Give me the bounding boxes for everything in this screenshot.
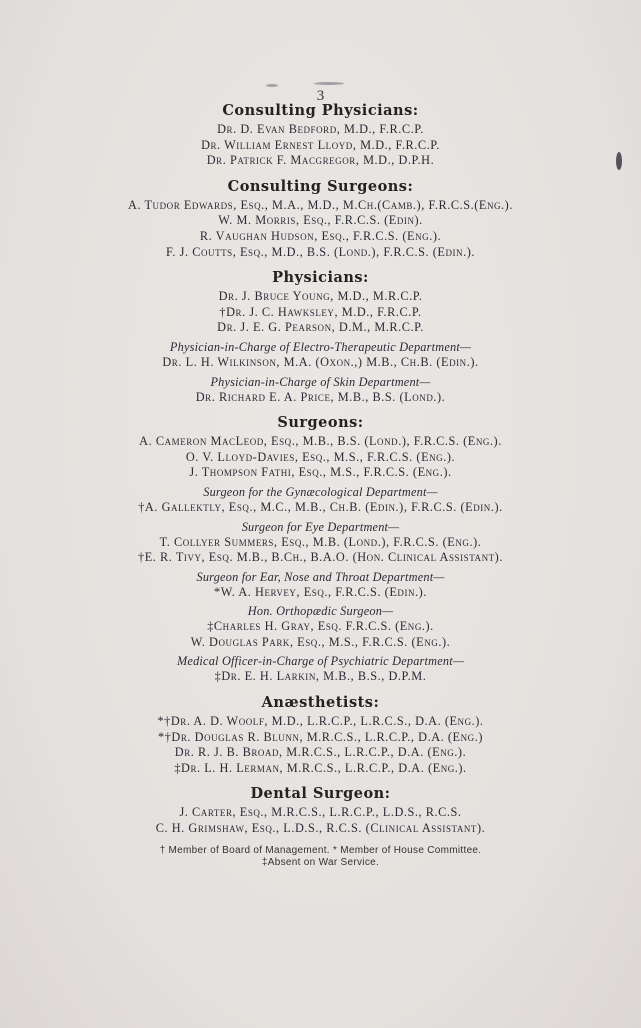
footnote: † Member of Board of Management. * Member of House Committee. (159, 844, 482, 856)
section-3 (0, 414, 641, 685)
section-heading: Anæsthetists: (261, 694, 380, 712)
section-5 (0, 785, 641, 836)
department-title: Surgeon for the Gynæcological Department— (203, 484, 438, 499)
staff-entry: W. M. Morris, Esq., F.R.C.S. (Edin). (218, 213, 423, 228)
staff-entry: W. Douglas Park, Esq., M.S., F.R.C.S. (Eng.). (190, 634, 451, 649)
staff-entry: Dr. William Ernest Lloyd, M.D., F.R.C.P. (201, 137, 440, 152)
ink-smudge (314, 82, 344, 85)
staff-entry: ‡Charles H. Gray, Esq. F.R.C.S. (Eng.). (207, 619, 434, 634)
department-title: Hon. Orthopædic Surgeon— (247, 604, 394, 619)
staff-entry: Dr. J. E. G. Pearson, D.M., M.R.C.P. (217, 320, 424, 335)
staff-list (0, 96, 641, 837)
staff-entry: Dr. D. Evan Bedford, M.D., F.R.C.P. (217, 122, 424, 136)
staff-entry: †Dr. J. C. Hawksley, M.D., F.R.C.P. (219, 304, 422, 319)
staff-entry: *†Dr. A. D. Woolf, M.D., L.R.C.P., L.R.C.S., D.A. (Eng.). (157, 714, 484, 729)
staff-entry: Dr. Richard E. A. Price, M.B., B.S. (Lond.). (195, 389, 446, 404)
section-1 (0, 178, 641, 260)
staff-entry: †A. Gallektly, Esq., M.C., M.B., Ch.B. (Edin.), F.R.C.S. (Edin.). (138, 499, 503, 514)
staff-entry: A. Tudor Edwards, Esq., M.A., M.D., M.Ch.(Camb.), F.R.C.S.(Eng.). (128, 197, 513, 212)
section-heading: Surgeons: (277, 414, 364, 432)
department-title: Surgeon for Ear, Nose and Throat Department— (196, 569, 445, 584)
ink-smudge (266, 84, 278, 87)
department-title: Physician-in-Charge of Skin Department— (210, 374, 431, 389)
section-heading: Physicians: (272, 269, 369, 287)
footnote: ‡Absent on War Service. (261, 856, 380, 868)
footnotes (0, 845, 641, 869)
staff-entry: J. Carter, Esq., M.R.C.S., L.R.C.P., L.D.S., R.C.S. (179, 805, 462, 820)
staff-entry: Dr. Patrick F. Macgregor, M.D., D.P.H. (206, 153, 435, 168)
staff-entry: T. Collyer Summers, Esq., M.B. (Lond.), F.R.C.S. (Eng.). (159, 534, 482, 549)
section-4 (0, 694, 641, 776)
department-title: Surgeon for Eye Department— (241, 519, 400, 534)
staff-entry: ‡Dr. L. H. Lerman, M.R.C.S., L.R.C.P., D.A. (Eng.). (174, 760, 467, 775)
staff-entry: C. H. Grimshaw, Esq., L.D.S., R.C.S. (Clinical Assistant). (155, 821, 486, 836)
staff-entry: †E. R. Tivy, Esq. M.B., B.Ch., B.A.O. (Hon. Clinical Assistant). (138, 550, 503, 565)
section-heading: Consulting Physicians: (222, 102, 419, 119)
department-title: Medical Officer-in-Charge of Psychiatric Department— (176, 654, 464, 669)
staff-entry: ‡Dr. E. H. Larkin, M.B., B.S., D.P.M. (214, 669, 427, 684)
section-2 (0, 269, 641, 405)
staff-entry: A. Cameron MacLeod, Esq., M.B., B.S. (Lond.), F.R.C.S. (Eng.). (139, 434, 502, 449)
staff-entry: R. Vaughan Hudson, Esq., F.R.C.S. (Eng.). (199, 228, 442, 243)
staff-entry: Dr. L. H. Wilkinson, M.A. (Oxon.,) M.B., Ch.B. (Edin.). (162, 354, 479, 369)
staff-entry: F. J. Coutts, Esq., M.D., B.S. (Lond.), F.R.C.S. (Edin.). (166, 244, 475, 259)
staff-entry: J. Thompson Fathi, Esq., M.S., F.R.C.S. (Eng.). (189, 465, 452, 480)
page-number: 3 (316, 88, 325, 104)
department-title: Physician-in-Charge of Electro-Therapeutic Department— (169, 339, 472, 354)
section-heading: Consulting Surgeons: (227, 177, 414, 195)
section-0 (0, 102, 641, 169)
staff-entry: *W. A. Hervey, Esq., F.R.C.S. (Edin.). (214, 584, 427, 599)
staff-entry: O. V. Lloyd-Davies, Esq., M.S., F.R.C.S. (Eng.). (185, 449, 456, 464)
staff-entry: Dr. R. J. B. Broad, M.R.C.S., L.R.C.P., D.A. (Eng.). (174, 745, 467, 760)
staff-entry: *†Dr. Douglas R. Blunn, M.R.C.S., L.R.C.P., D.A. (Eng.) (158, 729, 483, 744)
staff-entry: Dr. J. Bruce Young, M.D., M.R.C.P. (218, 289, 423, 304)
section-heading: Dental Surgeon: (250, 785, 391, 803)
